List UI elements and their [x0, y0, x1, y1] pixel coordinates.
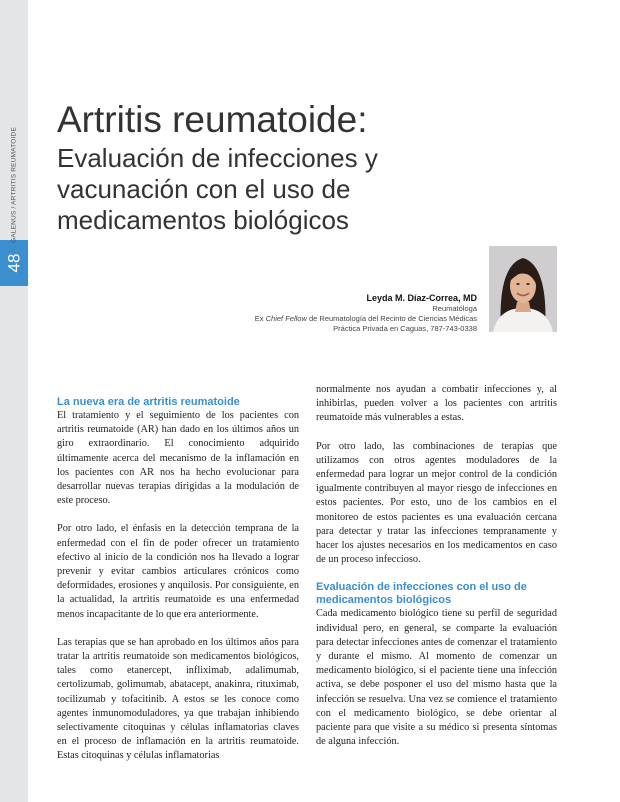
- paragraph-5: Por otro lado, las combinaciones de terapias que utilizamos con otros agentes moduladores de la enfermedad para lograr un mejor control de la condición igualmente contribuyen al mayor riesgo de infecciones en estos pacientes. Por esto, uno de los cambios en el monitoreo de estos pacientes es una evaluación cercana para detectar y tratar las infecciones tempranamente y hacer los ajustes necesarios en los medicamentos en caso de un proceso infeccioso.: [316, 440, 557, 566]
- page-number: [0, 240, 28, 286]
- article-title: Artritis reumatoide:: [57, 99, 368, 140]
- author-portrait-image: [489, 246, 557, 332]
- author-fellowship-prefix: Ex: [254, 314, 266, 323]
- author-photo: [489, 246, 557, 332]
- paragraph-3: Las terapias que se han aprobado en los últimos años para tratar la artritis reumatoide son medicamentos biológicos, tales como etanercept, infliximab, adalimumab, certolizumab, golimumab, abatacept, anakinra, rituximab, tocilizumab y tofacitinib. A estos se les conoce como agentes inmunomoduladores, ya que trabajan inhibiendo selectivamente citoquinas y células inflamatorias claves en el proceso de inflamación en la artritis reumatoide. Estas citoquinas y células inflamatorias: [57, 636, 299, 762]
- paragraph-6: Cada medicamento biológico tiene su perfil de seguridad individual pero, en general, se comparte la evaluación para detectar infecciones antes de comenzar el tratamiento y durante el mismo. Al momento de comenzar un medicamento biológico, si el paciente tiene una infección activa, se debe posponer el uso del mismo hasta que la infección se resuelva. Una vez se comience el tratamiento con el medicamento biológico, se debe orientar al paciente para que visite a su médico si presenta síntomas de alguna infección.: [316, 608, 557, 748]
- article-column-left: [57, 396, 299, 778]
- running-head-text: GALENUS / ARTRITIS REUMATOIDE: [10, 127, 18, 243]
- paragraph-1: El tratamiento y el seguimiento de los pacientes con artritis reumatoide (AR) han dado en los últimos años un giro extraordinario. El conocimiento adquirido últimamente acerca del mecanismo de la inflamación en los pacientes con AR nos ha hecho evolucionar para desarrollar nuevas terapias dirigidas a la modulación de este proceso.: [57, 410, 299, 507]
- author-block: [255, 292, 477, 334]
- author-role: Reumatóloga: [432, 304, 477, 313]
- page-number-text: 48: [3, 253, 23, 273]
- author-fellowship-suffix: de Reumatología del Recinto de Ciencias Médicas: [306, 314, 477, 323]
- section-heading-1: La nueva era de artritis reumatoide: [57, 396, 240, 408]
- section-heading-2: Evaluación de infecciones con el uso de medicamentos biológicos: [316, 581, 527, 607]
- sidebar-strip: [0, 0, 28, 802]
- article-subtitle: Evaluación de infecciones y vacunación con el uso de medicamentos biológicos: [57, 143, 378, 235]
- author-name: Leyda M. Díaz-Correa, MD: [366, 293, 477, 303]
- paragraph-4: normalmente nos ayudan a combatir infecciones y, al inhibirlas, pueden volver a los pacientes con artritis reumatoide más vulnerables a estas.: [316, 384, 557, 424]
- author-fellowship-italic: Chief Fellow: [265, 314, 307, 323]
- author-fellowship: [255, 314, 477, 324]
- paragraph-2: Por otro lado, el énfasis en la detección temprana de la enfermedad con el fin de poder ofrecer un tratamiento efectivo al inicio de la condición nos ha llevado a lograr prevenir y evitar cambios articulares crónicos como deformidades, erosiones y anquilosis. Por consiguiente, en la actualidad, la artritis reumatoide es una enfermedad menos incapacitante de lo que era anteriormente.: [57, 523, 299, 620]
- article-column-right: [316, 383, 557, 763]
- author-practice: Práctica Privada en Caguas, 787-743-0338: [333, 324, 477, 333]
